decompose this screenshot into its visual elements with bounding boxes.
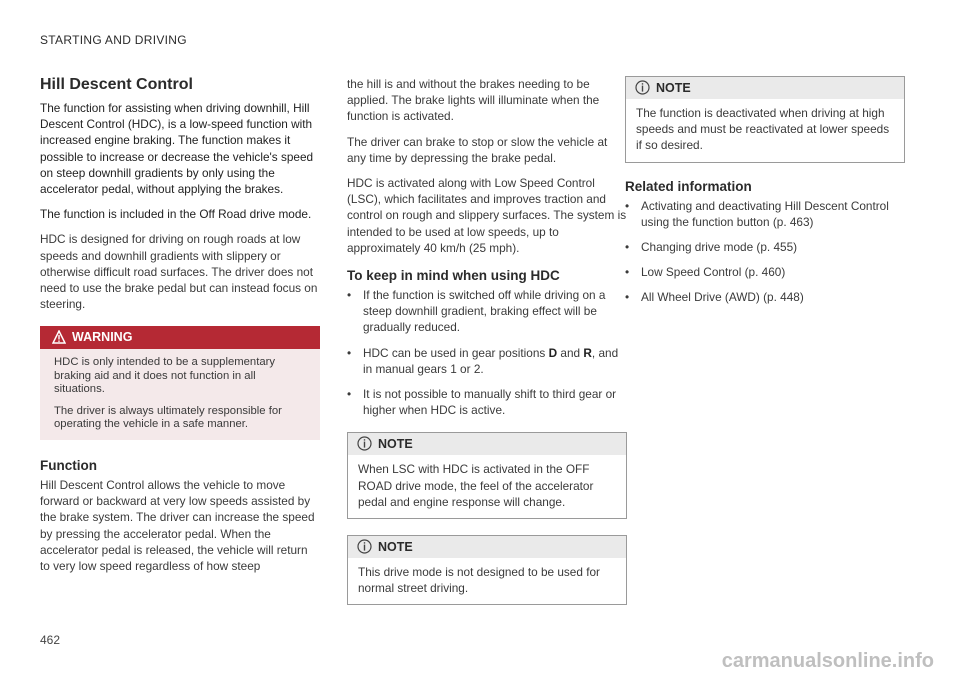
page-title: Hill Descent Control	[40, 76, 193, 93]
info-icon	[635, 80, 650, 95]
info-icon	[357, 539, 372, 554]
list-item: • HDC can be used in gear positions D and R, and in manual gears 1 or 2.	[347, 345, 619, 376]
watermark: carmanualsonline.info	[721, 650, 934, 672]
note-label: NOTE	[378, 540, 413, 555]
warning-header	[40, 326, 320, 349]
note-label: NOTE	[378, 437, 413, 452]
related-information-heading: Related information	[625, 178, 752, 194]
warning-label: WARNING	[72, 330, 133, 345]
continued-paragraph: the hill is and without the brakes needing to be applied. The brake lights will illuminate when the function is activated.	[347, 77, 600, 124]
note-box	[347, 432, 627, 519]
related-link[interactable]: • Activating and deactivating Hill Descent Control using the function button (p. 463)	[625, 198, 889, 229]
note-box	[625, 76, 905, 163]
description-paragraph: HDC is designed for driving on rough roads at low speeds and downhill gradients with slippery or otherwise difficult road surfaces. The driver does not need to use the brake pedal but can instead focus on steering.	[40, 232, 318, 312]
note-text: This drive mode is not designed to be used for normal street driving.	[358, 565, 600, 596]
note-header	[626, 77, 904, 99]
column-2	[347, 76, 627, 621]
gear-r: R	[583, 345, 592, 360]
column-1	[40, 76, 320, 583]
note-box	[347, 535, 627, 605]
note-label: NOTE	[656, 81, 691, 95]
intro-paragraph: The function for assisting when driving downhill, Hill Descent Control (HDC), is a low-speed function with increased engine braking. The function makes it possible to increase or decrease the vehicle's speed on steep downhill gradients by only using the accelerator pedal, without applying the brakes.	[40, 101, 314, 197]
page-number: 462	[40, 633, 61, 647]
function-paragraph: Hill Descent Control allows the vehicle to move forward or backward at very low speeds assisted by the brake system. The driver can increase the speed by pressing the accelerator pedal. When the accelerator pedal is released, the vehicle will return to very low speed regardless of how steep	[40, 477, 315, 573]
lsc-paragraph: HDC is activated along with Low Speed Control (LSC), which facilitates and improves traction and control on rough and slippery surfaces. The system is intended to be used at low speeds, up to approximately 40 km/h (25 mph).	[347, 176, 627, 255]
related-link[interactable]: • All Wheel Drive (AWD) (p. 448)	[625, 290, 804, 305]
list-item: • It is not possible to manually shift to third gear or higher when HDC is active.	[347, 387, 617, 418]
gear-d: D	[548, 345, 558, 360]
column-3	[625, 76, 905, 315]
info-icon	[357, 436, 372, 451]
intro-paragraph-2: The function is included in the Off Road drive mode.	[40, 207, 312, 222]
keep-in-mind-heading: To keep in mind when using HDC	[347, 268, 560, 284]
warning-text-1: HDC is only intended to be a supplementary braking aid and it does not function in all situations.	[54, 356, 276, 396]
section-header: STARTING AND DRIVING	[40, 33, 187, 47]
warning-text-2: The driver is always ultimately responsible for operating the vehicle in a safe manner.	[54, 404, 282, 431]
warning-box	[40, 326, 320, 440]
related-links-list	[625, 198, 905, 306]
related-link[interactable]: • Low Speed Control (p. 460)	[625, 265, 786, 280]
warning-triangle-icon	[52, 330, 66, 344]
related-link[interactable]: • Changing drive mode (p. 455)	[625, 240, 798, 255]
note-header	[348, 536, 626, 558]
keep-in-mind-list	[347, 287, 627, 418]
note-header	[348, 433, 626, 455]
list-item: • If the function is switched off while driving on a steep downhill gradient, braking effect will be gradually reduced.	[347, 288, 606, 335]
note-text: The function is deactivated when driving at high speeds and must be reactivated at lower speeds if so desired.	[636, 106, 890, 153]
note-text: When LSC with HDC is activated in the OFF ROAD drive mode, the feel of the accelerator pedal and engine response will change.	[358, 462, 594, 509]
brake-paragraph: The driver can brake to stop or slow the vehicle at any time by depressing the brake pedal.	[347, 134, 608, 165]
function-heading: Function	[40, 457, 97, 473]
